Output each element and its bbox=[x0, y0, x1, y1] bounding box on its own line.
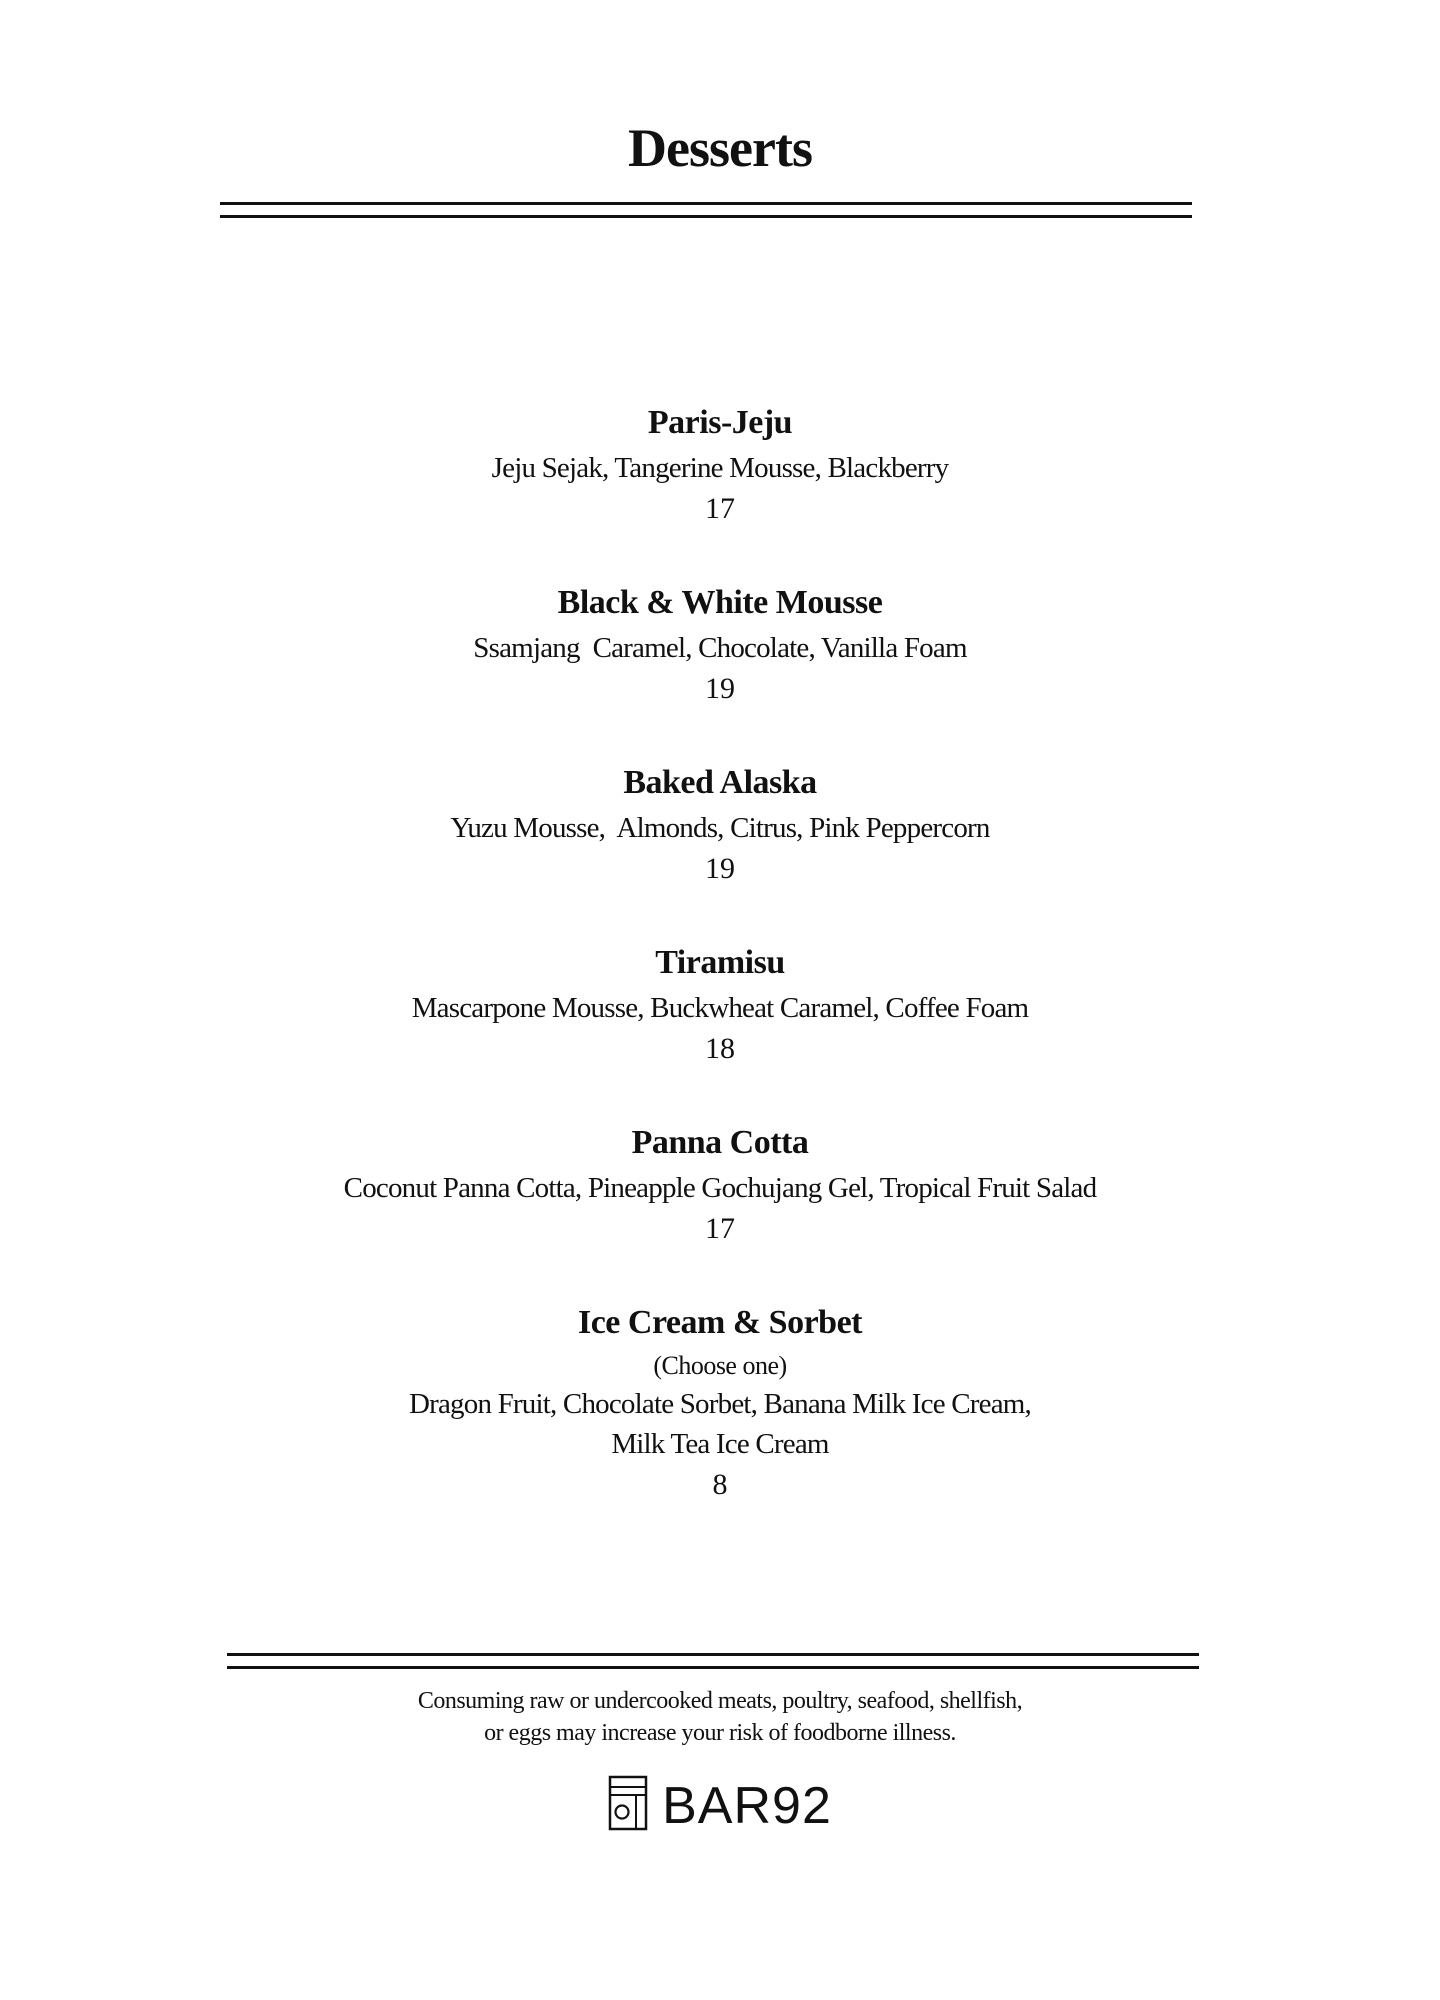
item-name: Black & White Mousse bbox=[557, 584, 883, 621]
item-description: Coconut Panna Cotta, Pineapple Gochujang Gel, Tropical Fruit Salad bbox=[343, 1172, 1097, 1204]
item-note: (Choose one) bbox=[653, 1351, 787, 1380]
bar92-logo-icon bbox=[608, 1775, 648, 1836]
item-description: Ssamjang Caramel, Chocolate, Vanilla Foam bbox=[473, 632, 967, 664]
item-description: Milk Tea Ice Cream bbox=[611, 1428, 829, 1460]
brand-logo bbox=[0, 1775, 1440, 1836]
disclaimer-line: or eggs may increase your risk of foodborne illness. bbox=[484, 1720, 956, 1746]
menu-item-baked-alaska bbox=[0, 758, 1440, 890]
item-description: Dragon Fruit, Chocolate Sorbet, Banana Milk Ice Cream, bbox=[408, 1388, 1032, 1420]
logo-text: BAR92 bbox=[662, 1776, 832, 1835]
menu-item-ice-cream-sorbet bbox=[0, 1298, 1440, 1506]
menu-item-black-white-mousse bbox=[0, 578, 1440, 710]
top-double-rule bbox=[220, 202, 1192, 218]
menu-item-panna-cotta bbox=[0, 1118, 1440, 1250]
item-price: 8 bbox=[712, 1468, 728, 1501]
item-name: Ice Cream & Sorbet bbox=[577, 1304, 862, 1341]
menu-item-tiramisu bbox=[0, 938, 1440, 1070]
item-price: 17 bbox=[705, 1212, 735, 1245]
item-name: Baked Alaska bbox=[623, 764, 817, 801]
item-description: Yuzu Mousse, Almonds, Citrus, Pink Peppercorn bbox=[450, 812, 990, 844]
menu-item-paris-jeju bbox=[0, 398, 1440, 530]
item-price: 18 bbox=[705, 1032, 735, 1065]
page-title: Desserts bbox=[628, 118, 812, 178]
item-name: Tiramisu bbox=[655, 944, 785, 981]
disclaimer-line: Consuming raw or undercooked meats, poultry, seafood, shellfish, bbox=[417, 1688, 1023, 1714]
dessert-menu bbox=[0, 398, 1440, 1554]
food-safety-disclaimer bbox=[0, 1685, 1440, 1749]
item-description: Jeju Sejak, Tangerine Mousse, Blackberry bbox=[491, 452, 949, 484]
bottom-double-rule bbox=[227, 1653, 1199, 1669]
item-name: Panna Cotta bbox=[631, 1124, 809, 1161]
item-description: Mascarpone Mousse, Buckwheat Caramel, Coffee Foam bbox=[411, 992, 1029, 1024]
item-price: 19 bbox=[705, 672, 735, 705]
item-name: Paris-Jeju bbox=[647, 404, 793, 441]
item-price: 19 bbox=[705, 852, 735, 885]
item-price: 17 bbox=[705, 492, 735, 525]
